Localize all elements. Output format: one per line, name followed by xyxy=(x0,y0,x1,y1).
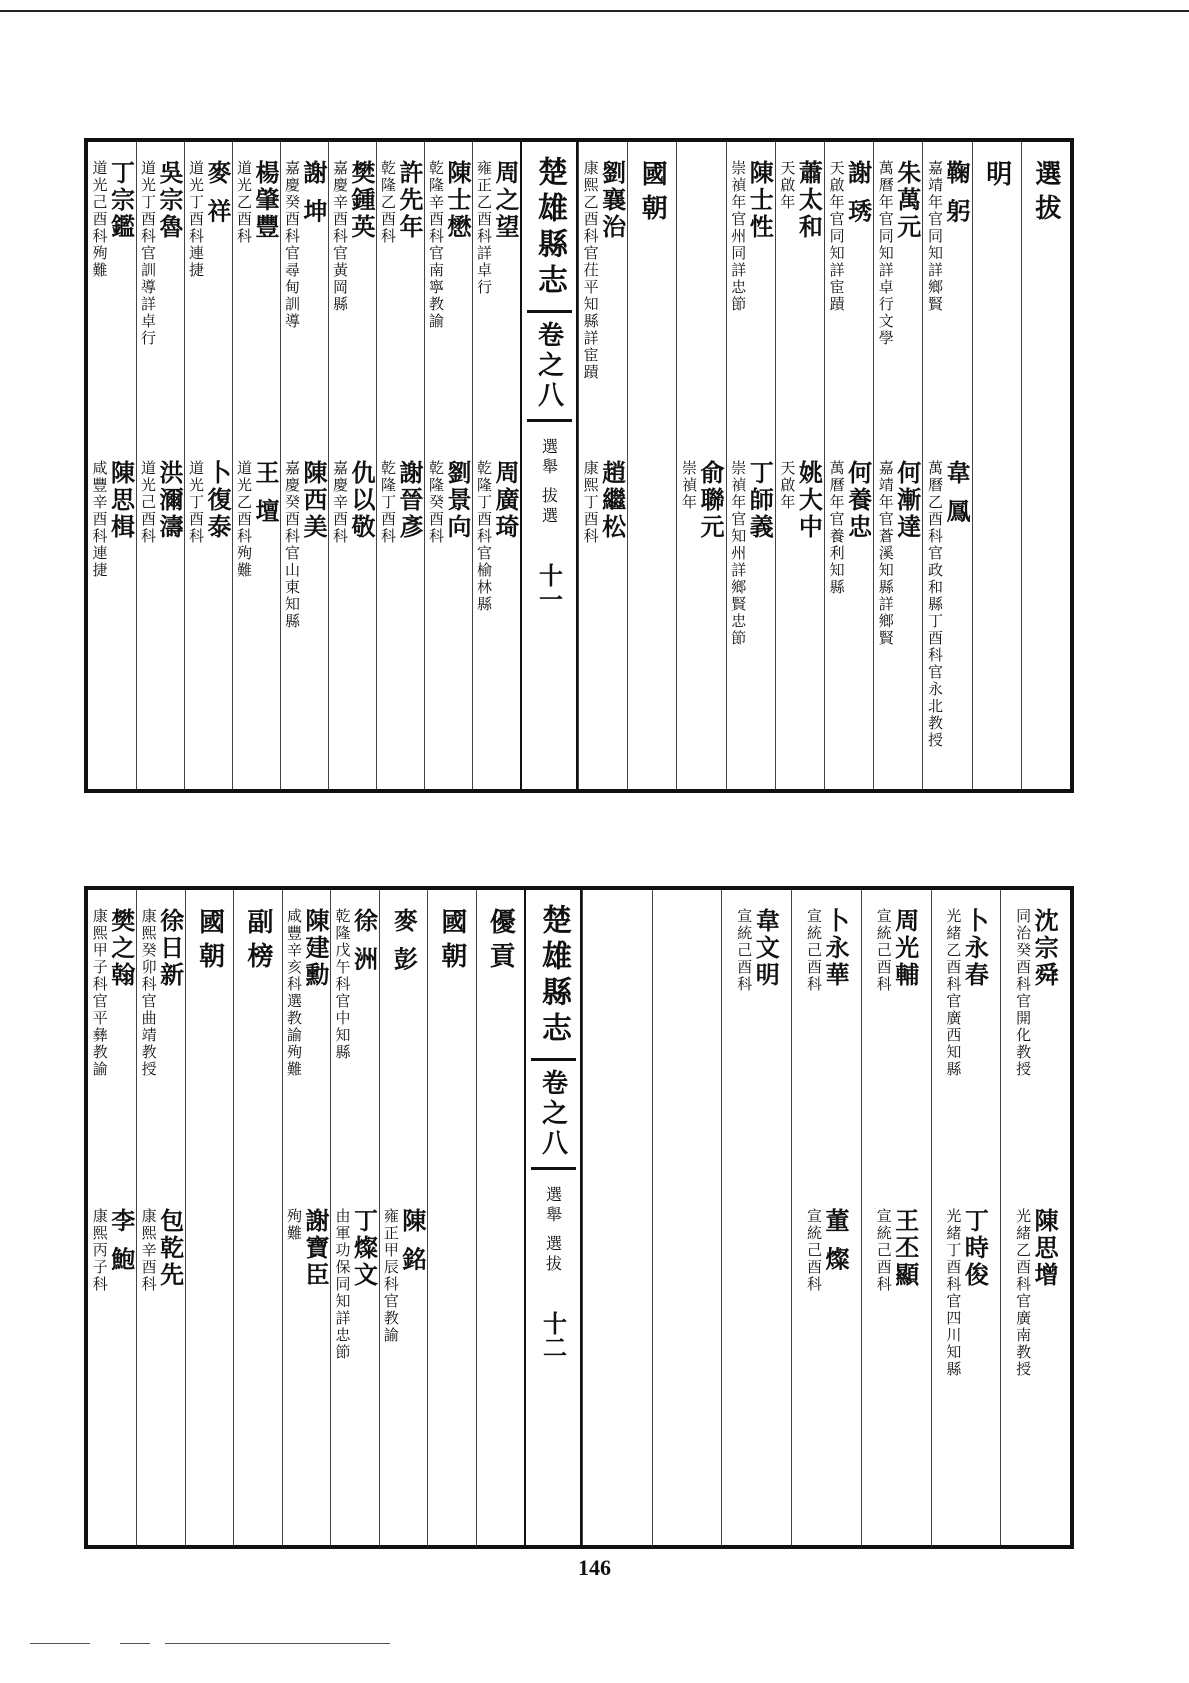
candidate-name: 俞聯元 xyxy=(695,460,725,541)
candidate-name: 謝寶臣 xyxy=(300,1208,330,1289)
page-panel-bottom xyxy=(84,886,1074,1549)
candidate-name: 謝 琇 xyxy=(843,160,873,226)
candidate-note: 光緒丁酉科官四川知縣 xyxy=(944,1208,963,1378)
candidate-name: 周廣琦 xyxy=(491,460,520,541)
section-label: 選舉 拔選 xyxy=(539,438,559,528)
column-cell xyxy=(233,160,280,771)
column-cell xyxy=(88,160,136,771)
lower-entry xyxy=(331,1208,378,1361)
column-cell xyxy=(329,160,376,771)
lower-entry xyxy=(425,460,472,545)
candidate-note: 道光己酉科 xyxy=(139,460,157,545)
lower-entry xyxy=(88,460,136,579)
column-cell xyxy=(727,160,775,771)
footer-rule-2 xyxy=(120,1643,150,1644)
candidate-name: 卜永春 xyxy=(960,908,990,989)
candidate-note: 宣統己酉科 xyxy=(735,908,754,993)
lower-entry xyxy=(776,460,824,541)
lower-entry xyxy=(329,460,376,545)
candidate-note: 康熙丁酉科 xyxy=(581,460,600,545)
candidate-name: 丁燦文 xyxy=(349,1208,379,1289)
candidate-note: 嘉慶辛酉科官黃岡縣 xyxy=(331,160,349,313)
candidate-name: 王 壇 xyxy=(251,460,280,526)
column xyxy=(472,142,520,789)
candidate-name: 王丕顯 xyxy=(890,1208,920,1289)
lower-entry xyxy=(137,460,184,545)
candidate-note: 嘉慶辛酉科 xyxy=(331,460,349,545)
candidate-name: 丁時俊 xyxy=(960,1208,990,1289)
section-label: 選舉 選拔 xyxy=(543,1186,563,1276)
candidate-name: 劉襄治 xyxy=(597,160,627,241)
lower-entry xyxy=(579,460,627,545)
candidate-name: 丁宗鑑 xyxy=(106,160,136,241)
column xyxy=(922,142,971,789)
candidate-name: 卜永華 xyxy=(820,908,850,989)
lower-entry xyxy=(1001,1208,1070,1378)
candidate-note: 萬曆年官同知詳卓行文學 xyxy=(876,160,895,347)
candidate-note: 由軍功保同知詳忠節 xyxy=(333,1208,352,1361)
candidate-name: 蕭太和 xyxy=(794,160,824,241)
candidate-note: 天啟年官同知詳宦蹟 xyxy=(827,160,846,313)
candidate-note: 光緒乙酉科官廣南教授 xyxy=(1014,1208,1033,1378)
column xyxy=(824,142,873,789)
column xyxy=(627,142,676,789)
column xyxy=(184,142,232,789)
lower-entry xyxy=(825,460,873,596)
column-cell xyxy=(862,908,931,1527)
column xyxy=(1000,890,1070,1545)
candidate-note: 嘉慶癸酉科官尋甸訓導 xyxy=(283,160,301,330)
lower-entry xyxy=(473,460,520,613)
column xyxy=(88,890,136,1545)
column xyxy=(775,142,824,789)
column xyxy=(185,890,233,1545)
candidate-name: 許先年 xyxy=(395,160,424,241)
column xyxy=(424,142,472,789)
lower-entry xyxy=(377,460,424,545)
candidate-note: 乾隆乙酉科 xyxy=(379,160,397,245)
column-cell xyxy=(186,908,233,1527)
column-cell xyxy=(380,908,427,1527)
upper-entry xyxy=(735,908,781,1527)
candidate-note: 崇禎年官州同詳忠節 xyxy=(729,160,748,313)
column xyxy=(721,890,791,1545)
column-cell xyxy=(137,160,184,771)
footer-rule-3 xyxy=(165,1643,390,1644)
candidate-note: 康熙丙子科 xyxy=(90,1208,109,1293)
candidate-name: 朱萬元 xyxy=(892,160,922,241)
candidate-note: 嘉靖年官蒼溪知縣詳鄉賢 xyxy=(876,460,895,647)
book-title: 楚雄縣志 xyxy=(532,156,567,300)
candidate-name: 韋文明 xyxy=(751,908,781,989)
column xyxy=(873,142,922,789)
candidate-note: 道光乙酉科殉難 xyxy=(235,460,253,579)
candidate-name: 陳思增 xyxy=(1030,1208,1060,1289)
candidate-name: 麥 祥 xyxy=(203,160,232,226)
candidate-note: 道光丁酉科官訓導詳卓行 xyxy=(139,160,157,347)
candidate-note: 雍正乙酉科詳卓行 xyxy=(475,160,493,296)
candidate-name: 洪濔濤 xyxy=(155,460,184,541)
column xyxy=(280,142,328,789)
column-cell xyxy=(677,160,725,771)
column xyxy=(376,142,424,789)
candidate-note: 道光丁酉科連捷 xyxy=(187,160,205,279)
column-cell xyxy=(137,908,184,1527)
candidate-note: 乾隆辛酉科官南寧教諭 xyxy=(427,160,445,330)
candidate-note: 道光乙酉科 xyxy=(235,160,253,245)
section-heading: 國朝 xyxy=(436,908,467,976)
column xyxy=(282,890,330,1545)
section-heading: 國朝 xyxy=(637,160,668,228)
candidate-note: 萬曆乙酉科官政和縣丁酉科官永北教授 xyxy=(925,460,944,749)
candidate-note: 宣統己酉科 xyxy=(874,908,893,993)
footer-rule-1 xyxy=(30,1643,90,1644)
candidate-name: 徐 洲 xyxy=(349,908,379,974)
candidate-name: 丁師義 xyxy=(745,460,775,541)
column xyxy=(972,142,1021,789)
candidate-note: 道光丁酉科 xyxy=(187,460,205,545)
lower-entry xyxy=(233,460,280,579)
candidate-name: 陳思楫 xyxy=(106,460,136,541)
candidate-name: 董 燦 xyxy=(820,1208,850,1274)
column-cell xyxy=(377,160,424,771)
column xyxy=(578,142,627,789)
candidate-note: 天啟年 xyxy=(778,160,797,211)
column-cell xyxy=(1001,908,1070,1527)
column xyxy=(791,890,861,1545)
candidate-name: 卜復泰 xyxy=(203,460,232,541)
candidate-name: 何養忠 xyxy=(843,460,873,541)
column-cell xyxy=(473,160,520,771)
section-heading: 優貢 xyxy=(485,908,516,976)
column xyxy=(88,142,136,789)
lower-entry xyxy=(380,1208,427,1344)
column xyxy=(1021,142,1070,789)
lower-entry xyxy=(137,1208,184,1293)
candidate-note: 殉難 xyxy=(284,1208,303,1242)
column xyxy=(328,142,376,789)
column-cell xyxy=(283,908,330,1527)
candidate-note: 咸豐辛亥科選教諭殉難 xyxy=(284,908,303,1078)
candidate-note: 康熙甲子科官平彝教諭 xyxy=(90,908,109,1078)
candidate-note: 萬曆年官養利知縣 xyxy=(827,460,846,596)
candidate-note: 宣統己酉科 xyxy=(804,1208,823,1293)
candidate-note: 道光己酉科殉難 xyxy=(90,160,109,279)
lower-entry xyxy=(932,1208,1001,1378)
column-cell xyxy=(973,160,1021,771)
candidate-note: 嘉慶癸酉科官山東知縣 xyxy=(283,460,301,630)
column xyxy=(330,890,378,1545)
column-cell xyxy=(428,908,475,1527)
candidate-note: 雍正甲辰科官教諭 xyxy=(381,1208,400,1344)
top-rule xyxy=(0,10,1189,12)
candidate-note: 康熙辛酉科 xyxy=(139,1208,158,1293)
candidate-name: 謝 坤 xyxy=(299,160,328,226)
candidate-name: 沈宗舜 xyxy=(1030,908,1060,989)
column-cell xyxy=(185,160,232,771)
candidate-note: 同治癸酉科官開化教授 xyxy=(1014,908,1033,1078)
candidate-name: 韋 鳳 xyxy=(941,460,971,526)
candidate-name: 趙繼松 xyxy=(597,460,627,541)
column-cell xyxy=(825,160,873,771)
column-cell xyxy=(653,908,722,1527)
candidate-note: 乾隆癸酉科 xyxy=(427,460,445,545)
volume-label: 卷之八 xyxy=(527,310,572,422)
candidate-name: 陳西美 xyxy=(299,460,328,541)
column xyxy=(652,890,722,1545)
column-cell xyxy=(477,908,524,1527)
candidate-name: 徐日新 xyxy=(155,908,185,989)
column xyxy=(232,142,280,789)
leaf-number: 十二 xyxy=(538,1311,568,1360)
candidate-note: 宣統己酉科 xyxy=(874,1208,893,1293)
lower-entry xyxy=(283,1208,330,1289)
candidate-note: 乾隆丁酉科官榆林縣 xyxy=(475,460,493,613)
candidate-note: 嘉靖年官同知詳鄉賢 xyxy=(925,160,944,313)
column-cell xyxy=(776,160,824,771)
lower-entry xyxy=(727,460,775,647)
column-cell xyxy=(923,160,971,771)
column-cell xyxy=(874,160,922,771)
column-cell xyxy=(281,160,328,771)
candidate-name: 包乾先 xyxy=(155,1208,185,1289)
page-number: 146 xyxy=(578,1555,611,1580)
center-column xyxy=(524,890,582,1545)
lower-entry xyxy=(185,460,232,545)
column-cell xyxy=(425,160,472,771)
column-cell xyxy=(628,160,676,771)
candidate-name: 樊鍾英 xyxy=(347,160,376,241)
lower-entry xyxy=(862,1208,931,1293)
section-heading: 國朝 xyxy=(194,908,225,976)
column xyxy=(931,890,1001,1545)
candidate-name: 麥 彭 xyxy=(389,908,419,974)
candidate-name: 陳士懋 xyxy=(443,160,472,241)
column-cell xyxy=(722,908,791,1527)
column-cell xyxy=(583,908,652,1527)
candidate-note: 天啟年 xyxy=(778,460,797,511)
candidate-name: 陳士性 xyxy=(745,160,775,241)
column xyxy=(136,890,184,1545)
column-cell xyxy=(331,908,378,1527)
candidate-name: 劉景向 xyxy=(443,460,472,541)
column xyxy=(476,890,524,1545)
section-heading: 副榜 xyxy=(243,908,274,976)
column xyxy=(726,142,775,789)
lower-entry xyxy=(88,1208,136,1293)
section-heading: 明 xyxy=(981,160,1012,194)
candidate-note: 康熙癸卯科官曲靖教授 xyxy=(139,908,158,1078)
lower-entry xyxy=(792,1208,861,1293)
candidate-note: 光緒乙酉科官廣西知縣 xyxy=(944,908,963,1078)
column xyxy=(427,890,475,1545)
leaf-number: 十一 xyxy=(534,563,564,612)
column-cell xyxy=(792,908,861,1527)
candidate-name: 樊之翰 xyxy=(106,908,136,989)
column xyxy=(582,890,652,1545)
page-panel-top xyxy=(84,138,1074,793)
candidate-name: 楊肇豐 xyxy=(251,160,280,241)
column xyxy=(861,890,931,1545)
column xyxy=(136,142,184,789)
lower-entry xyxy=(923,460,971,749)
column xyxy=(676,142,725,789)
column-cell xyxy=(579,160,627,771)
candidate-note: 康熙乙酉科官茌平知縣詳宦蹟 xyxy=(581,160,600,381)
candidate-name: 周之望 xyxy=(491,160,520,241)
column-cell xyxy=(88,908,136,1527)
lower-entry xyxy=(874,460,922,647)
candidate-name: 何漸達 xyxy=(892,460,922,541)
candidate-name: 李 鮑 xyxy=(106,1208,136,1274)
candidate-name: 吳宗魯 xyxy=(155,160,184,241)
lower-entry xyxy=(281,460,328,630)
candidate-name: 陳 銘 xyxy=(397,1208,427,1274)
candidate-name: 姚大中 xyxy=(794,460,824,541)
column-cell xyxy=(234,908,281,1527)
volume-label: 卷之八 xyxy=(531,1058,576,1170)
candidate-note: 乾隆丁酉科 xyxy=(379,460,397,545)
column-cell xyxy=(1022,160,1070,771)
candidate-note: 崇禎年官知州詳鄉賢忠節 xyxy=(729,460,748,647)
candidate-note: 宣統己酉科 xyxy=(804,908,823,993)
column xyxy=(233,890,281,1545)
section-heading: 選拔 xyxy=(1030,160,1061,228)
center-column xyxy=(520,142,578,789)
candidate-note: 崇禎年 xyxy=(679,460,698,511)
candidate-name: 謝晉彥 xyxy=(395,460,424,541)
column xyxy=(379,890,427,1545)
candidate-name: 陳建勳 xyxy=(300,908,330,989)
candidate-name: 周光輔 xyxy=(890,908,920,989)
lower-entry xyxy=(677,460,725,541)
candidate-name: 鞠 躬 xyxy=(941,160,971,226)
candidate-note: 咸豐辛酉科連捷 xyxy=(90,460,109,579)
column-cell xyxy=(932,908,1001,1527)
candidate-name: 仇以敬 xyxy=(347,460,376,541)
book-title: 楚雄縣志 xyxy=(536,904,571,1048)
candidate-note: 乾隆戊午科官中知縣 xyxy=(333,908,352,1061)
